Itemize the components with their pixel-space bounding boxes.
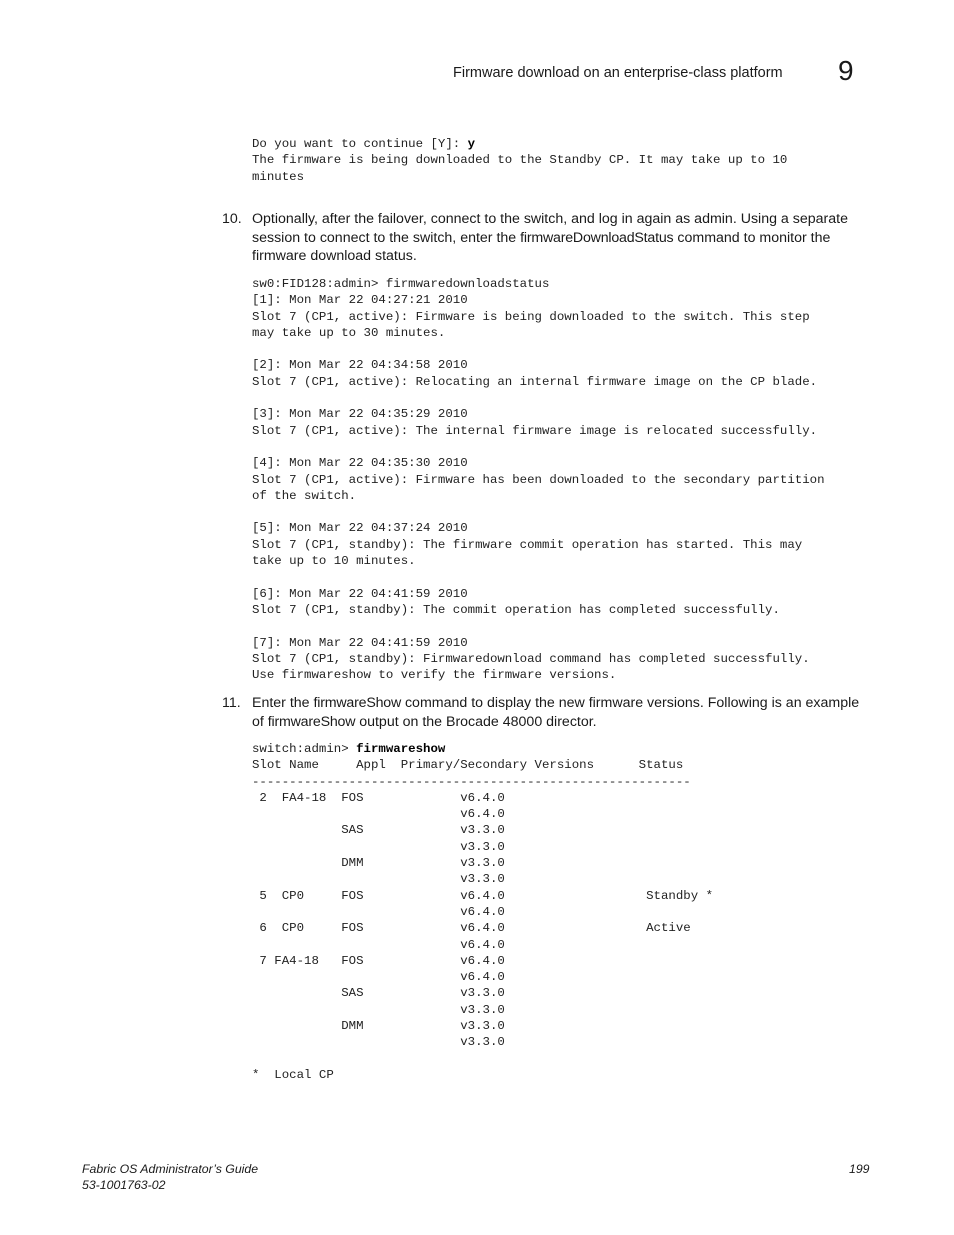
- step-number: 11.: [222, 695, 241, 711]
- footer-page-number: 199: [849, 1162, 870, 1176]
- command-name: firmwareShow: [313, 695, 402, 711]
- command-name: firmwareShow: [267, 713, 356, 730]
- command-name: firmwareDownloadStatus: [520, 229, 674, 246]
- code-user-input: y: [467, 137, 476, 151]
- step-text: [252, 210, 872, 266]
- code-output-text: Slot Name Appl Primary/Secondary Versions Status ----------------------------------------------------------- 2 FA4-18 FOS v6.4.0 v6.4.0 SAS v3.3.0 v3.3.0 DMM v3.3.0 v3.3.0 5 CP0 FOS v6.4.0 Standby * v6.4.0 6 CP0 FOS v6.4.0 Active v6.4.0 7 FA4-18 FOS v6.4.0 v6.4.0 SAS v3.3.0 v3.3.0 DMM v3.3.0 v3.3.0 * Local CP: [252, 758, 714, 1082]
- code-block-download-status: sw0:FID128:admin> firmwaredownloadstatus [1]: Mon Mar 22 04:27:21 2010 Slot 7 (CP1, active): Firmware is being downloaded to the switch. This step may take up to 30 minutes. [2]: Mon Mar 22 04:34:58 2010 Slot 7 (CP1, active): Relocating an internal firmware image on the CP blade. [3]: Mon Mar 22 04:35:29 2010 Slot 7 (CP1, active): The internal firmware image is relocated successfully. [4]: Mon Mar 22 04:35:30 2010 Slot 7 (CP1, active): Firmware has been downloaded to the secondary partition of the switch. [5]: Mon Mar 22 04:37:24 2010 Slot 7 (CP1, standby): The firmware commit operation has started. This may take up to 10 minutes. [6]: Mon Mar 22 04:41:59 2010 Slot 7 (CP1, standby): The commit operation has completed successfully. [7]: Mon Mar 22 04:41:59 2010 Slot 7 (CP1, standby): Firmwaredownload command has completed successfully. Use firmwareshow to verify the firmware versions.: [252, 277, 825, 683]
- step-text-part: command to monitor the firmware download status.: [252, 229, 831, 264]
- footer-doc-number: 53-1001763-02: [82, 1178, 166, 1192]
- step-text-part: Optionally, after the failover, connect to the switch, and log in again as admin. Using a separate session to connect to the switch, enter the: [252, 211, 848, 246]
- running-header: Firmware download on an enterprise-class platform: [453, 65, 783, 81]
- step-10: [222, 210, 872, 266]
- code-prompt-text: switch:admin>: [252, 742, 357, 756]
- code-command: firmwareshow: [356, 742, 446, 756]
- step-text-part: command to display the new firmware versions. Following is an example of: [252, 695, 860, 730]
- step-11: [222, 694, 872, 731]
- chapter-number: 9: [838, 55, 854, 86]
- step-text-part: Enter the: [252, 695, 314, 711]
- step-text-part: output on the Brocade 48000 director.: [355, 713, 597, 730]
- step-text: [252, 694, 872, 731]
- code-output-text: The firmware is being downloaded to the Standby CP. It may take up to 10 minutes: [252, 153, 788, 184]
- footer-guide-title: Fabric OS Administrator’s Guide: [82, 1162, 259, 1176]
- code-block-firmwareshow: [252, 741, 713, 1083]
- code-block-continue-prompt: [252, 136, 787, 185]
- code-prompt-text: Do you want to continue [Y]:: [252, 137, 468, 151]
- step-number: 10.: [222, 211, 242, 227]
